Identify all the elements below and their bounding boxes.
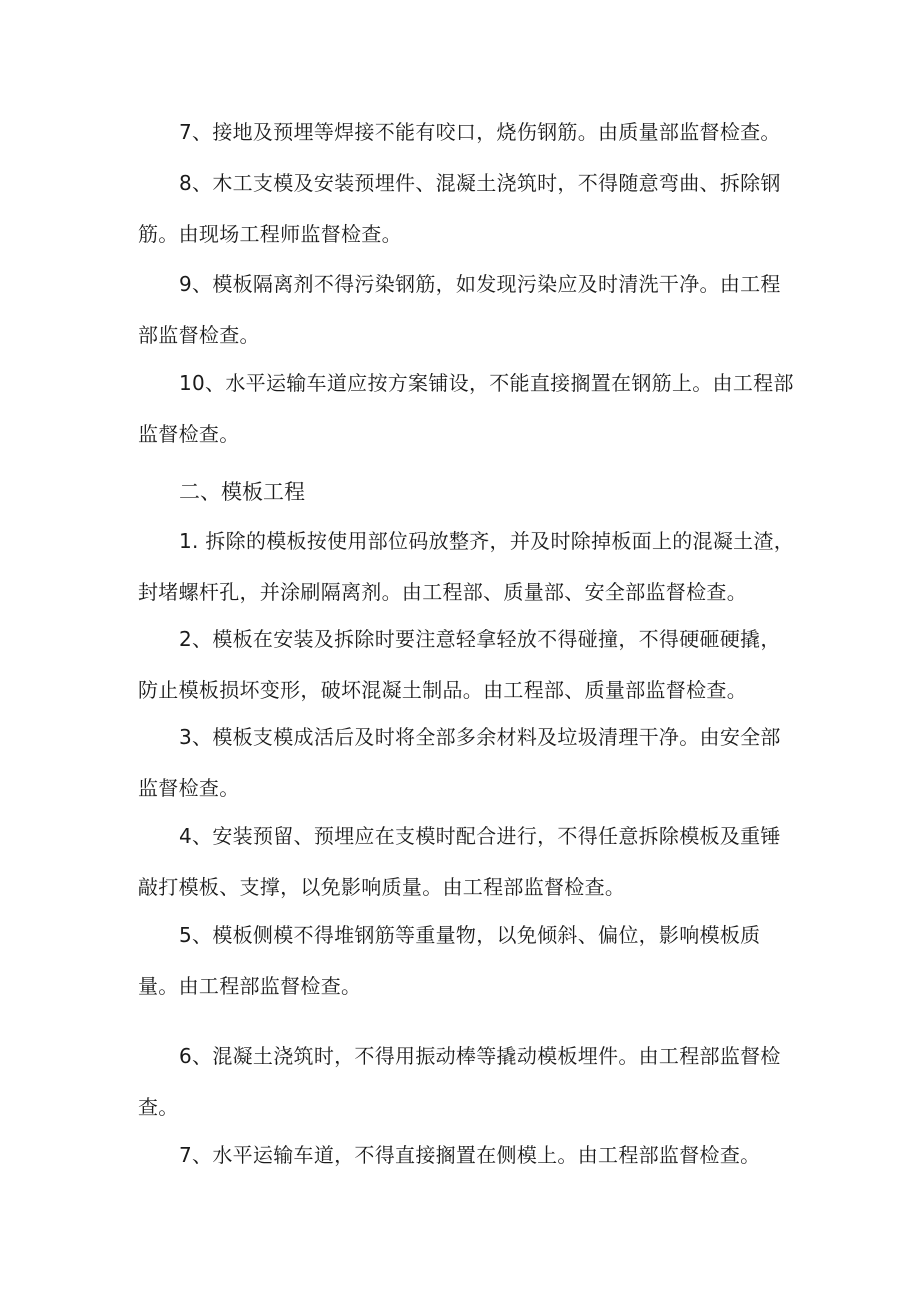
section-heading-formwork: 二、模板工程 <box>179 480 305 504</box>
formwork-item-3: 3、模板支模成活后及时将全部多余材料及垃圾清理干净。由安全部监督检查。 <box>138 725 781 800</box>
formwork-item-4: 4、安装预留、预埋应在支模时配合进行，不得任意拆除模板及重锤敲打模板、支撑，以免影响质量。由工程部监督检查。 <box>138 824 781 899</box>
formwork-item-2: 2、模板在安装及拆除时要注意轻拿轻放不得碰撞，不得硬砸硬撬，防止模板损坏变形，破坏混凝土制品。由工程部、质量部监督检查。 <box>138 627 781 702</box>
rebar-item-10: 10、水平运输车道应按方案铺设，不能直接搁置在钢筋上。由工程部监督检查。 <box>138 371 794 446</box>
rebar-item-8: 8、木工支模及安装预埋件、混凝土浇筑时，不得随意弯曲、拆除钢筋。由现场工程师监督检查。 <box>138 171 781 246</box>
rebar-item-7: 7、接地及预埋等焊接不能有咬口，烧伤钢筋。由质量部监督检查。 <box>179 120 781 144</box>
rebar-item-9: 9、模板隔离剂不得污染钢筋，如发现污染应及时清洗干净。由工程部监督检查。 <box>138 272 781 347</box>
formwork-item-1: 1. 拆除的模板按使用部位码放整齐，并及时除掉板面上的混凝土渣，封堵螺杆孔，并涂刷隔离剂。由工程部、质量部、安全部监督检查。 <box>138 529 795 604</box>
formwork-item-5: 5、模板侧模不得堆钢筋等重量物，以免倾斜、偏位，影响模板质量。由工程部监督检查。 <box>138 923 761 998</box>
formwork-item-7: 7、水平运输车道，不得直接搁置在侧模上。由工程部监督检查。 <box>179 1143 761 1167</box>
formwork-item-6: 6、混凝土浇筑时，不得用振动棒等撬动模板埋件。由工程部监督检查。 <box>138 1044 781 1119</box>
